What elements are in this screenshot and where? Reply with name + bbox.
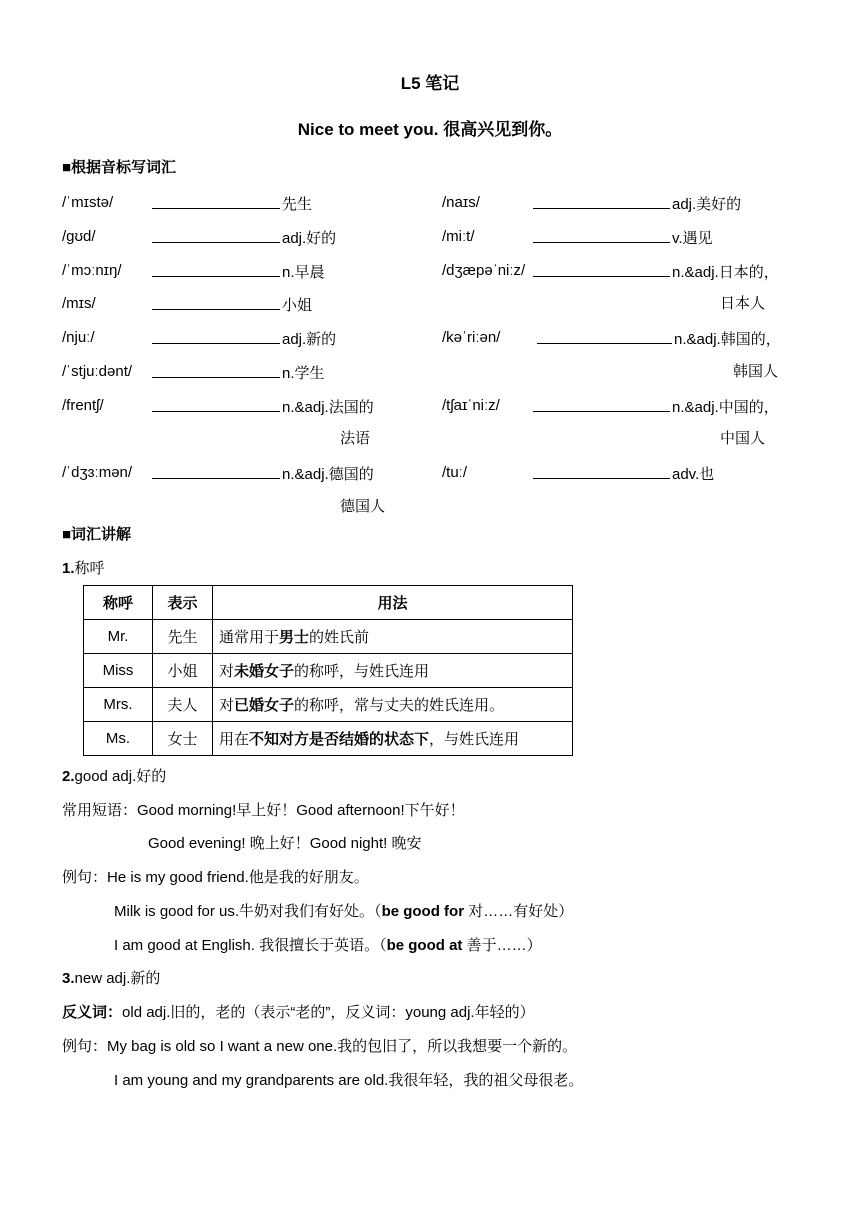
vocab-entry [533,261,779,283]
point-title: new adj.新的 [74,970,161,987]
point-title: 称呼 [74,560,105,577]
vocab-meaning: n.&adj.韩国的， [674,331,781,348]
example-emphasis: be good at [386,937,463,954]
table-header: 表示 [153,586,213,620]
table-row [84,688,573,722]
table-row [84,722,573,756]
answer-blank[interactable] [533,261,670,277]
usage-emphasis: 不知对方是否结婚的状态下 [249,731,430,748]
phonetic-text: /naɪs/ [442,194,480,211]
table-cell-meaning: 小姐 [153,654,213,688]
example-emphasis: be good for [381,903,465,920]
point-title: good adj.好的 [74,768,167,785]
vocab-meaning: 先生 [282,196,313,213]
vocab-entry [533,193,741,215]
usage-emphasis: 已婚女子 [234,697,295,714]
example-text: 善于……） [462,937,542,954]
vocab-entry [533,396,779,418]
table-header: 称呼 [84,586,153,620]
answer-blank[interactable] [537,328,672,344]
phonetic-text: /kəˈriːən/ [442,329,501,346]
usage-text: 的姓氏前 [309,629,370,646]
vocab-meaning: 小姐 [282,297,313,314]
phonetic-text: /tuː/ [442,464,468,481]
example-line-5: I am young and my grandparents are old.我很年轻，我的祖父母很老。 [114,1072,584,1089]
answer-blank[interactable] [533,193,670,209]
vocab-meaning: adv.也 [672,466,715,483]
usage-emphasis: 男士 [279,629,310,646]
vocab-meaning: n.&adj.德国的 [282,466,374,483]
vocab-entry [152,193,312,215]
vocab-entry [152,463,374,485]
example-text: Milk is good for us.牛奶对我们有好处。（ [114,903,382,920]
answer-blank[interactable] [152,193,280,209]
table-cell-term: Ms. [84,722,153,756]
address-terms-table [83,585,573,756]
vocab-entry [152,362,325,384]
table-cell-meaning: 先生 [153,620,213,654]
example-text: 对……有好处） [464,903,574,920]
table-cell-usage [213,654,573,688]
vocab-meaning: adj.新的 [282,331,337,348]
example-text: He is my good friend.他是我的好朋友。 [107,869,369,886]
phrases-line-1 [62,801,465,821]
usage-emphasis: 未婚女子 [234,663,295,680]
phonetic-text: /ˈdʒɜːmən/ [62,464,133,481]
phonetic-text: /mɪs/ [62,295,96,312]
answer-blank[interactable] [152,261,280,277]
vocab-entry [152,294,312,316]
phrases-label: 常用短语： [62,802,138,819]
table-cell-usage [213,722,573,756]
table-cell-meaning: 女士 [153,722,213,756]
phonetic-text: /miːt/ [442,228,475,245]
table-header: 用法 [213,586,573,620]
vocab-meaning-continued: 日本人 [720,295,766,312]
vocab-meaning-continued: 中国人 [720,430,766,447]
table-cell-usage [213,620,573,654]
answer-blank[interactable] [152,328,280,344]
answer-blank[interactable] [152,362,280,378]
example-text: My bag is old so I want a new one.我的包旧了，所以我想要一个新的。 [107,1038,578,1055]
vocab-entry [152,227,336,249]
usage-text: 用在 [219,731,250,748]
vocab-entry [152,328,336,350]
example-line-3 [114,936,542,956]
usage-text: 的称呼，常与丈夫的姓氏连用。 [294,697,505,714]
vocab-meaning: v.遇见 [672,230,713,247]
table-header-row [84,586,573,620]
table-cell-term: Mr. [84,620,153,654]
answer-blank[interactable] [533,396,670,412]
vocab-entry [533,463,714,485]
usage-text: 通常用于 [219,629,280,646]
vocab-meaning: adj.美好的 [672,196,742,213]
example-label: 例句： [62,1038,108,1055]
phonetic-text: /ˈstjuːdənt/ [62,363,133,380]
example-label: 例句： [62,869,108,886]
point-heading-2 [62,767,166,787]
page-subtitle: Nice to meet you. 很高兴见到你。 [297,120,563,139]
vocab-meaning: adj.好的 [282,230,337,247]
table-cell-term: Mrs. [84,688,153,722]
vocab-entry [537,328,781,350]
answer-blank[interactable] [152,227,280,243]
antonym-text: old adj.旧的，老的（表示“老的”，反义词：young adj.年轻的） [122,1004,535,1021]
vocab-meaning-continued: 德国人 [340,498,386,515]
answer-blank[interactable] [533,227,670,243]
vocab-meaning: n.&adj.日本的， [672,264,779,281]
vocab-entry [152,396,374,418]
phonetic-text: /ˈmɔːnɪŋ/ [62,262,122,279]
point-heading-3 [62,969,160,989]
example-text: I am good at English. 我很擅长于英语。（ [114,937,387,954]
section-heading-vocab-explain: ■词汇讲解 [62,526,132,543]
usage-text: ，与姓氏连用 [429,731,520,748]
usage-text: 的称呼，与姓氏连用 [294,663,430,680]
answer-blank[interactable] [152,463,280,479]
phrases-line-2: Good evening! 晚上好！Good night! 晚安 [148,835,422,852]
table-cell-meaning: 夫人 [153,688,213,722]
phonetic-text: /tʃaɪˈniːz/ [442,397,500,414]
point-number: 2. [62,768,75,785]
vocab-meaning: n.&adj.中国的， [672,399,779,416]
table-cell-term: Miss [84,654,153,688]
example-line-4 [62,1037,577,1057]
vocab-entry [152,261,325,283]
phrases-text: Good morning!早上好！Good afternoon!下午好！ [137,802,465,819]
answer-blank[interactable] [533,463,670,479]
section-heading-phonetics: ■根据音标写词汇 [62,159,177,176]
page-title: L5 笔记 [400,74,460,93]
vocab-entry [533,227,713,249]
phonetic-text: /dʒæpəˈniːz/ [442,262,526,279]
vocab-meaning: n.&adj.法国的 [282,399,374,416]
vocab-meaning-continued: 韩国人 [733,363,779,380]
phonetic-text: /ˈmɪstə/ [62,194,114,211]
table-row [84,620,573,654]
antonym-label: 反义词： [62,1004,123,1021]
point-heading-1 [62,559,105,579]
phonetic-text: /frentʃ/ [62,397,104,414]
usage-text: 对 [219,663,235,680]
phonetic-text: /njuː/ [62,329,95,346]
point-number: 3. [62,970,75,987]
answer-blank[interactable] [152,294,280,310]
vocab-meaning: n.学生 [282,365,325,382]
vocab-meaning-continued: 法语 [340,430,371,447]
table-row [84,654,573,688]
point-number: 1. [62,560,75,577]
example-line-2 [114,902,573,922]
example-line-1 [62,868,369,888]
phonetic-text: /ɡʊd/ [62,228,96,245]
answer-blank[interactable] [152,396,280,412]
antonym-line [62,1003,535,1023]
vocab-meaning: n.早晨 [282,264,325,281]
usage-text: 对 [219,697,235,714]
table-cell-usage [213,688,573,722]
